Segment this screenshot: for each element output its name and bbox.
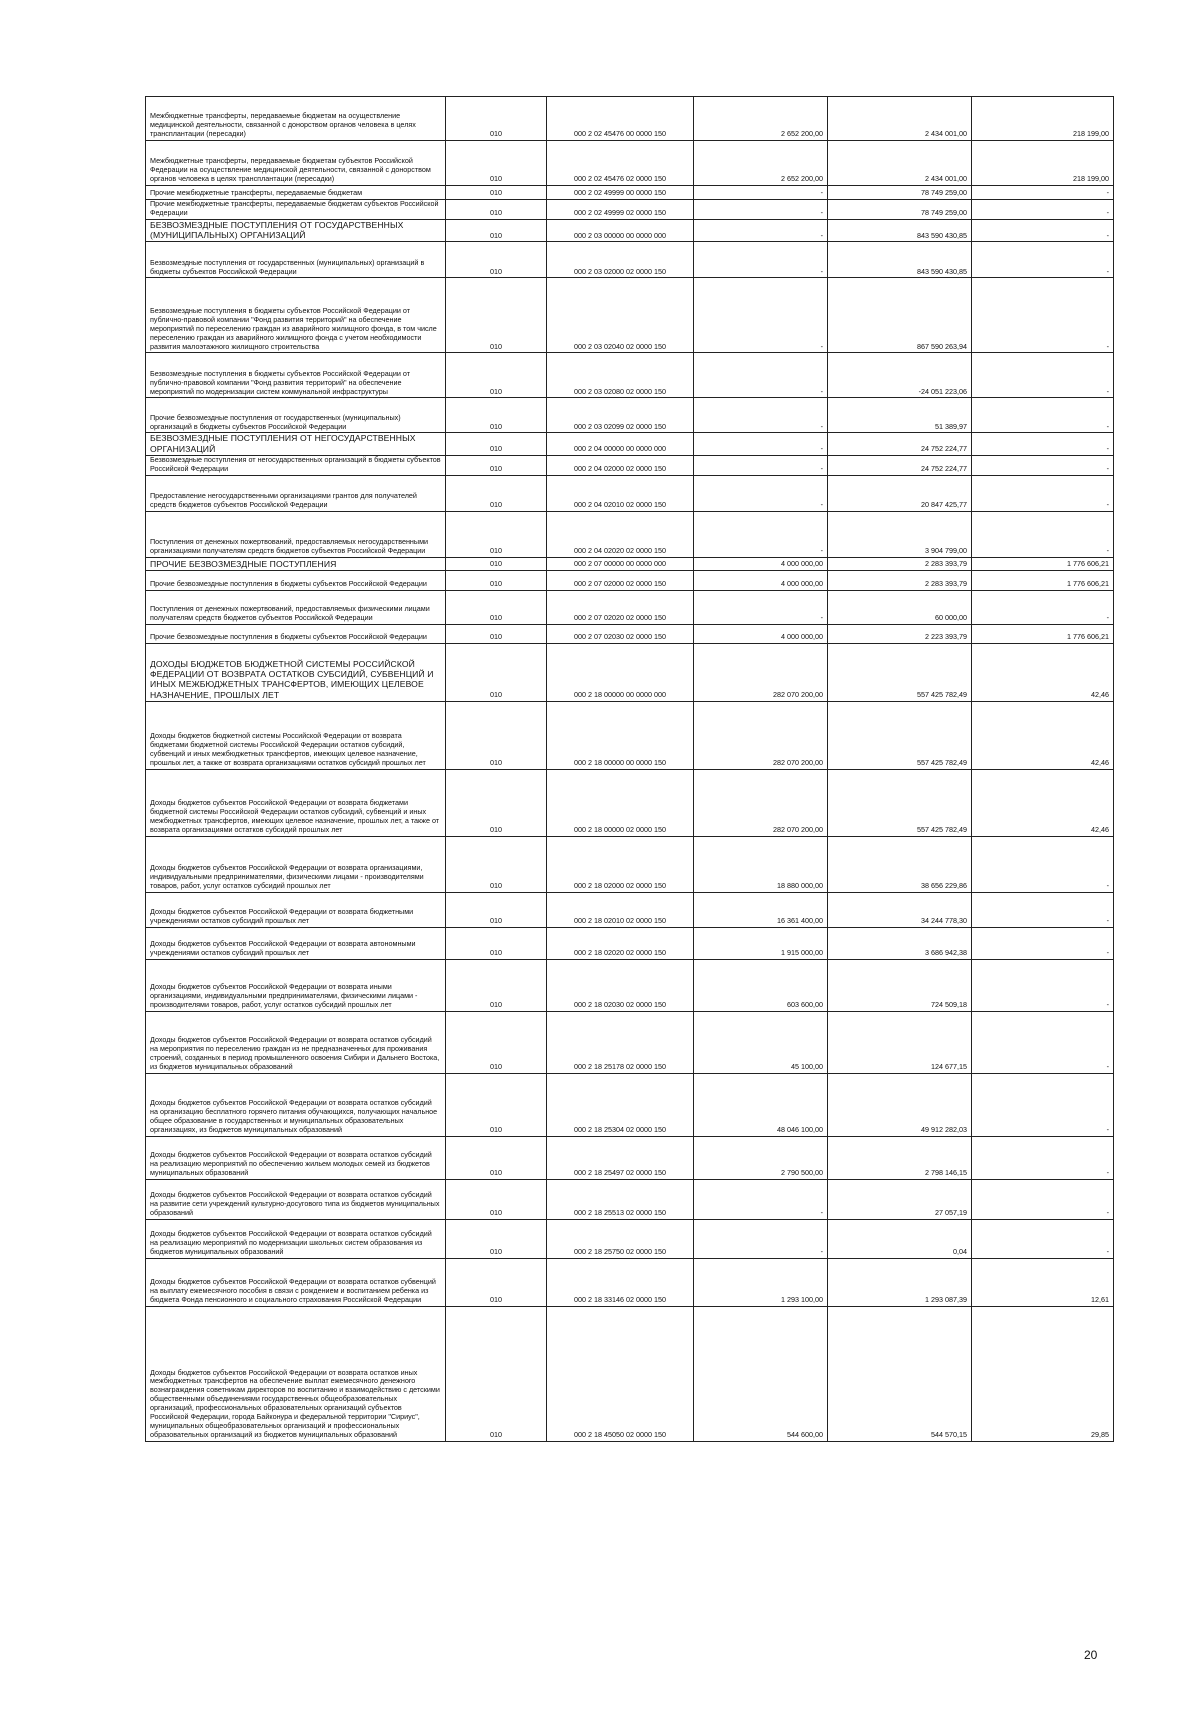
table-row (146, 398, 1114, 433)
budget-classification-code-cell: 000 2 18 02010 02 0000 150 (547, 892, 694, 927)
executed-amount-cell: 60 000,00 (828, 590, 972, 624)
executed-amount-cell: 2 434 001,00 (828, 141, 972, 186)
line-code-cell: 010 (446, 701, 547, 769)
unexecuted-amount-cell: - (972, 1179, 1114, 1219)
table-row (146, 242, 1114, 278)
table-row (146, 557, 1114, 570)
budget-classification-code-cell: 000 2 18 45050 02 0000 150 (547, 1306, 694, 1441)
line-code-cell: 010 (446, 278, 547, 353)
approved-amount-cell: 2 652 200,00 (694, 141, 828, 186)
indicator-name-cell: Прочие безвозмездные поступления в бюджеты субъектов Российской Федерации (146, 570, 446, 590)
table-row (146, 1073, 1114, 1136)
budget-classification-code-cell: 000 2 18 33146 02 0000 150 (547, 1258, 694, 1306)
budget-classification-code-cell: 000 2 18 25750 02 0000 150 (547, 1219, 694, 1258)
table-row (146, 475, 1114, 511)
indicator-name-cell: Доходы бюджетов субъектов Российской Федерации от возврата остатков субсидий на реализацию мероприятий по модернизации школьных систем образования из бюджетов муниципальных образований (146, 1219, 446, 1258)
unexecuted-amount-cell: - (972, 1011, 1114, 1073)
executed-amount-cell: 2 223 393,79 (828, 624, 972, 643)
table-row (146, 959, 1114, 1011)
executed-amount-cell: 78 749 259,00 (828, 186, 972, 200)
indicator-name-cell: Прочие безвозмездные поступления в бюджеты субъектов Российской Федерации (146, 624, 446, 643)
executed-amount-cell: 38 656 229,86 (828, 836, 972, 892)
approved-amount-cell: 4 000 000,00 (694, 570, 828, 590)
line-code-cell: 010 (446, 624, 547, 643)
table-body (146, 97, 1114, 1442)
executed-amount-cell: 1 293 087,39 (828, 1258, 972, 1306)
budget-classification-code-cell: 000 2 18 02000 02 0000 150 (547, 836, 694, 892)
executed-amount-cell: 2 434 001,00 (828, 97, 972, 141)
line-code-cell: 010 (446, 353, 547, 398)
budget-classification-code-cell: 000 2 02 45476 02 0000 150 (547, 141, 694, 186)
approved-amount-cell: - (694, 475, 828, 511)
unexecuted-amount-cell: 29,85 (972, 1306, 1114, 1441)
approved-amount-cell: 4 000 000,00 (694, 557, 828, 570)
indicator-name-cell: Прочие межбюджетные трансферты, передаваемые бюджетам (146, 186, 446, 200)
budget-classification-code-cell: 000 2 18 25513 02 0000 150 (547, 1179, 694, 1219)
unexecuted-amount-cell: - (972, 927, 1114, 959)
unexecuted-amount-cell: - (972, 1136, 1114, 1179)
unexecuted-amount-cell: - (972, 219, 1114, 242)
table-row (146, 927, 1114, 959)
executed-amount-cell: 124 677,15 (828, 1011, 972, 1073)
budget-classification-code-cell: 000 2 18 25178 02 0000 150 (547, 1011, 694, 1073)
indicator-name-cell: БЕЗВОЗМЕЗДНЫЕ ПОСТУПЛЕНИЯ ОТ НЕГОСУДАРСТВЕННЫХ ОРГАНИЗАЦИЙ (146, 433, 446, 456)
indicator-name-cell: Доходы бюджетов субъектов Российской Федерации от возврата автономными учреждениями остатков субсидий прошлых лет (146, 927, 446, 959)
budget-classification-code-cell: 000 2 02 49999 00 0000 150 (547, 186, 694, 200)
table-row (146, 701, 1114, 769)
budget-classification-code-cell: 000 2 03 02099 02 0000 150 (547, 398, 694, 433)
approved-amount-cell: - (694, 186, 828, 200)
unexecuted-amount-cell: - (972, 511, 1114, 557)
indicator-name-cell: Безвозмездные поступления в бюджеты субъектов Российской Федерации от публично-правовой компании "Фонд развития территорий" на обеспечение мероприятий по модернизации систем коммунальной инфраструктуры (146, 353, 446, 398)
indicator-name-cell: Доходы бюджетов субъектов Российской Федерации от возврата остатков иных межбюджетных трансфертов на обеспечение выплат ежемесячного денежного вознаграждения советникам директоров по воспитанию и взаимодействию с детскими общественными объединениями государственных общеобразовательных организаций, профессиональных образовательных организаций субъектов Российской Федерации, города Байконура и федеральной территории "Сириус", муниципальных общеобразовательных организаций и профессиональных образовательных организаций из бюджетов муниципальных образований (146, 1306, 446, 1441)
approved-amount-cell: - (694, 278, 828, 353)
approved-amount-cell: 282 070 200,00 (694, 643, 828, 701)
executed-amount-cell: 724 509,18 (828, 959, 972, 1011)
approved-amount-cell: 2 790 500,00 (694, 1136, 828, 1179)
approved-amount-cell: - (694, 456, 828, 476)
indicator-name-cell: Доходы бюджетов субъектов Российской Федерации от возврата остатков субвенций на выплату ежемесячного пособия в связи с рождением и воспитанием ребенка из бюджета Фонда пенсионного и социального страхования Российской Федерации (146, 1258, 446, 1306)
indicator-name-cell: Доходы бюджетов субъектов Российской Федерации от возврата бюджетными учреждениями остатков субсидий прошлых лет (146, 892, 446, 927)
executed-amount-cell: -24 051 223,06 (828, 353, 972, 398)
unexecuted-amount-cell: - (972, 590, 1114, 624)
line-code-cell: 010 (446, 242, 547, 278)
indicator-name-cell: Доходы бюджетов субъектов Российской Федерации от возврата остатков субсидий на реализацию мероприятий по обеспечению жильем молодых семей из бюджетов муниципальных образований (146, 1136, 446, 1179)
unexecuted-amount-cell: - (972, 398, 1114, 433)
unexecuted-amount-cell: 1 776 606,21 (972, 557, 1114, 570)
unexecuted-amount-cell: - (972, 1073, 1114, 1136)
approved-amount-cell: 18 880 000,00 (694, 836, 828, 892)
table-row (146, 97, 1114, 141)
executed-amount-cell: 51 389,97 (828, 398, 972, 433)
executed-amount-cell: 2 798 146,15 (828, 1136, 972, 1179)
unexecuted-amount-cell: - (972, 353, 1114, 398)
approved-amount-cell: - (694, 353, 828, 398)
table-row (146, 769, 1114, 836)
indicator-name-cell: Прочие межбюджетные трансферты, передаваемые бюджетам субъектов Российской Федерации (146, 200, 446, 220)
approved-amount-cell: - (694, 1219, 828, 1258)
executed-amount-cell: 24 752 224,77 (828, 456, 972, 476)
unexecuted-amount-cell: - (972, 186, 1114, 200)
line-code-cell: 010 (446, 1179, 547, 1219)
line-code-cell: 010 (446, 219, 547, 242)
executed-amount-cell: 20 847 425,77 (828, 475, 972, 511)
line-code-cell: 010 (446, 97, 547, 141)
executed-amount-cell: 34 244 778,30 (828, 892, 972, 927)
table-row (146, 1258, 1114, 1306)
unexecuted-amount-cell: - (972, 475, 1114, 511)
approved-amount-cell: 4 000 000,00 (694, 624, 828, 643)
budget-classification-code-cell: 000 2 04 00000 00 0000 000 (547, 433, 694, 456)
line-code-cell: 010 (446, 433, 547, 456)
approved-amount-cell: 16 361 400,00 (694, 892, 828, 927)
page-number: 20 (1084, 1648, 1098, 1662)
line-code-cell: 010 (446, 836, 547, 892)
line-code-cell: 010 (446, 959, 547, 1011)
executed-amount-cell: 3 904 799,00 (828, 511, 972, 557)
budget-classification-code-cell: 000 2 07 02030 02 0000 150 (547, 624, 694, 643)
budget-classification-code-cell: 000 2 07 00000 00 0000 000 (547, 557, 694, 570)
table-row (146, 511, 1114, 557)
budget-classification-code-cell: 000 2 02 45476 00 0000 150 (547, 97, 694, 141)
indicator-name-cell: Предоставление негосударственными организациями грантов для получателей средств бюджетов субъектов Российской Федерации (146, 475, 446, 511)
line-code-cell: 010 (446, 769, 547, 836)
table-row (146, 1136, 1114, 1179)
indicator-name-cell: Безвозмездные поступления в бюджеты субъектов Российской Федерации от публично-правовой компании "Фонд развития территорий" на обеспечение мероприятий по переселению граждан из аварийного жилищного фонда, в том числе переселению граждан из аварийного жилищного фонда с учетом необходимости развития малоэтажного жилищного строительства (146, 278, 446, 353)
executed-amount-cell: 544 570,15 (828, 1306, 972, 1441)
executed-amount-cell: 3 686 942,38 (828, 927, 972, 959)
unexecuted-amount-cell: 42,46 (972, 643, 1114, 701)
unexecuted-amount-cell: - (972, 456, 1114, 476)
budget-classification-code-cell: 000 2 03 02080 02 0000 150 (547, 353, 694, 398)
indicator-name-cell: Прочие безвозмездные поступления от государственных (муниципальных) организаций в бюджеты субъектов Российской Федерации (146, 398, 446, 433)
line-code-cell: 010 (446, 186, 547, 200)
line-code-cell: 010 (446, 456, 547, 476)
line-code-cell: 010 (446, 590, 547, 624)
executed-amount-cell: 2 283 393,79 (828, 570, 972, 590)
indicator-name-cell: Доходы бюджетов субъектов Российской Федерации от возврата организациями, индивидуальными предпринимателями, физическими лицами - производителями товаров, работ, услуг остатков субсидий прошлых лет (146, 836, 446, 892)
approved-amount-cell: - (694, 1179, 828, 1219)
unexecuted-amount-cell: 1 776 606,21 (972, 570, 1114, 590)
table-row (146, 590, 1114, 624)
executed-amount-cell: 27 057,19 (828, 1179, 972, 1219)
line-code-cell: 010 (446, 927, 547, 959)
table-row (146, 186, 1114, 200)
indicator-name-cell: Межбюджетные трансферты, передаваемые бюджетам субъектов Российской Федерации на осуществление медицинской деятельности, связанной с донорством органов человека в целях трансплантации (пересадки) (146, 141, 446, 186)
executed-amount-cell: 24 752 224,77 (828, 433, 972, 456)
line-code-cell: 010 (446, 141, 547, 186)
table-row (146, 353, 1114, 398)
line-code-cell: 010 (446, 200, 547, 220)
table-row (146, 643, 1114, 701)
executed-amount-cell: 557 425 782,49 (828, 701, 972, 769)
indicator-name-cell: Поступления от денежных пожертвований, предоставляемых негосударственными организациями получателям средств бюджетов субъектов Российской Федерации (146, 511, 446, 557)
indicator-name-cell: ПРОЧИЕ БЕЗВОЗМЕЗДНЫЕ ПОСТУПЛЕНИЯ (146, 557, 446, 570)
line-code-cell: 010 (446, 398, 547, 433)
budget-classification-code-cell: 000 2 18 00000 00 0000 000 (547, 643, 694, 701)
executed-amount-cell: 49 912 282,03 (828, 1073, 972, 1136)
line-code-cell: 010 (446, 1073, 547, 1136)
budget-classification-code-cell: 000 2 04 02010 02 0000 150 (547, 475, 694, 511)
unexecuted-amount-cell: 218 199,00 (972, 141, 1114, 186)
executed-amount-cell: 2 283 393,79 (828, 557, 972, 570)
line-code-cell: 010 (446, 1011, 547, 1073)
revenue-execution-table (145, 96, 1114, 1442)
budget-classification-code-cell: 000 2 02 49999 02 0000 150 (547, 200, 694, 220)
budget-classification-code-cell: 000 2 03 02000 02 0000 150 (547, 242, 694, 278)
indicator-name-cell: Доходы бюджетов субъектов Российской Федерации от возврата иными организациями, индивидуальными предпринимателями, физическими лицами - производителями товаров, работ, услуг остатков субсидий прошлых лет (146, 959, 446, 1011)
table-row (146, 624, 1114, 643)
indicator-name-cell: Доходы бюджетов бюджетной системы Российской Федерации от возврата бюджетами бюджетной системы Российской Федерации остатков субсидий, субвенций и иных межбюджетных трансфертов, имеющих целевое назначение, прошлых лет, а также от возврата организациями остатков субсидий прошлых лет (146, 701, 446, 769)
table-row (146, 1011, 1114, 1073)
unexecuted-amount-cell: - (972, 242, 1114, 278)
table-row (146, 1179, 1114, 1219)
approved-amount-cell: - (694, 242, 828, 278)
approved-amount-cell: 1 293 100,00 (694, 1258, 828, 1306)
table-row (146, 141, 1114, 186)
executed-amount-cell: 78 749 259,00 (828, 200, 972, 220)
indicator-name-cell: Доходы бюджетов субъектов Российской Федерации от возврата остатков субсидий на развитие сети учреждений культурно-досугового типа из бюджетов муниципальных образований (146, 1179, 446, 1219)
unexecuted-amount-cell: - (972, 433, 1114, 456)
unexecuted-amount-cell: 42,46 (972, 769, 1114, 836)
approved-amount-cell: 603 600,00 (694, 959, 828, 1011)
approved-amount-cell: - (694, 200, 828, 220)
line-code-cell: 010 (446, 511, 547, 557)
unexecuted-amount-cell: 42,46 (972, 701, 1114, 769)
table-row (146, 219, 1114, 242)
indicator-name-cell: Доходы бюджетов субъектов Российской Федерации от возврата остатков субсидий на организацию бесплатного горячего питания обучающихся, получающих начальное общее образование в государственных и муниципальных образовательных организациях, из бюджетов муниципальных образований (146, 1073, 446, 1136)
indicator-name-cell: Межбюджетные трансферты, передаваемые бюджетам на осуществление медицинской деятельности, связанной с донорством органов человека в целях трансплантации (пересадки) (146, 97, 446, 141)
approved-amount-cell: 45 100,00 (694, 1011, 828, 1073)
table-row (146, 433, 1114, 456)
line-code-cell: 010 (446, 570, 547, 590)
table-row (146, 570, 1114, 590)
table-row (146, 200, 1114, 220)
table-row (146, 456, 1114, 476)
indicator-name-cell: БЕЗВОЗМЕЗДНЫЕ ПОСТУПЛЕНИЯ ОТ ГОСУДАРСТВЕННЫХ (МУНИЦИПАЛЬНЫХ) ОРГАНИЗАЦИЙ (146, 219, 446, 242)
budget-classification-code-cell: 000 2 18 00000 02 0000 150 (547, 769, 694, 836)
table-row (146, 1306, 1114, 1441)
table-row (146, 278, 1114, 353)
unexecuted-amount-cell: 1 776 606,21 (972, 624, 1114, 643)
unexecuted-amount-cell: - (972, 278, 1114, 353)
executed-amount-cell: 843 590 430,85 (828, 219, 972, 242)
executed-amount-cell: 557 425 782,49 (828, 643, 972, 701)
line-code-cell: 010 (446, 892, 547, 927)
budget-classification-code-cell: 000 2 04 02020 02 0000 150 (547, 511, 694, 557)
indicator-name-cell: Поступления от денежных пожертвований, предоставляемых физическими лицами получателям средств бюджетов субъектов Российской Федерации (146, 590, 446, 624)
indicator-name-cell: Безвозмездные поступления от негосударственных организаций в бюджеты субъектов Российской Федерации (146, 456, 446, 476)
table-row (146, 836, 1114, 892)
line-code-cell: 010 (446, 1258, 547, 1306)
line-code-cell: 010 (446, 643, 547, 701)
approved-amount-cell: 282 070 200,00 (694, 769, 828, 836)
approved-amount-cell: - (694, 219, 828, 242)
executed-amount-cell: 0,04 (828, 1219, 972, 1258)
unexecuted-amount-cell: - (972, 1219, 1114, 1258)
budget-classification-code-cell: 000 2 04 02000 02 0000 150 (547, 456, 694, 476)
budget-classification-code-cell: 000 2 03 02040 02 0000 150 (547, 278, 694, 353)
table-row (146, 1219, 1114, 1258)
line-code-cell: 010 (446, 475, 547, 511)
approved-amount-cell: - (694, 511, 828, 557)
budget-classification-code-cell: 000 2 07 02020 02 0000 150 (547, 590, 694, 624)
indicator-name-cell: Доходы бюджетов субъектов Российской Федерации от возврата бюджетами бюджетной системы Российской Федерации остатков субсидий, субвенций и иных межбюджетных трансфертов, имеющих целевое назначение, прошлых лет, а также от возврата организациями остатков субсидий прошлых лет (146, 769, 446, 836)
executed-amount-cell: 867 590 263,94 (828, 278, 972, 353)
indicator-name-cell: ДОХОДЫ БЮДЖЕТОВ БЮДЖЕТНОЙ СИСТЕМЫ РОССИЙСКОЙ ФЕДЕРАЦИИ ОТ ВОЗВРАТА ОСТАТКОВ СУБСИДИЙ, СУБВЕНЦИЙ И ИНЫХ МЕЖБЮДЖЕТНЫХ ТРАНСФЕРТОВ, ИМЕЮЩИХ ЦЕЛЕВОЕ НАЗНАЧЕНИЕ, ПРОШЛЫХ ЛЕТ (146, 643, 446, 701)
unexecuted-amount-cell: 12,61 (972, 1258, 1114, 1306)
approved-amount-cell: 1 915 000,00 (694, 927, 828, 959)
line-code-cell: 010 (446, 1136, 547, 1179)
indicator-name-cell: Безвозмездные поступления от государственных (муниципальных) организаций в бюджеты субъектов Российской Федерации (146, 242, 446, 278)
approved-amount-cell: 282 070 200,00 (694, 701, 828, 769)
approved-amount-cell: - (694, 433, 828, 456)
unexecuted-amount-cell: - (972, 892, 1114, 927)
executed-amount-cell: 557 425 782,49 (828, 769, 972, 836)
budget-classification-code-cell: 000 2 18 25304 02 0000 150 (547, 1073, 694, 1136)
indicator-name-cell: Доходы бюджетов субъектов Российской Федерации от возврата остатков субсидий на мероприятия по переселению граждан из не предназначенных для проживания строений, созданных в период промышленного освоения Сибири и Дальнего Востока, из бюджетов муниципальных образований (146, 1011, 446, 1073)
budget-classification-code-cell: 000 2 07 02000 02 0000 150 (547, 570, 694, 590)
budget-classification-code-cell: 000 2 18 02020 02 0000 150 (547, 927, 694, 959)
unexecuted-amount-cell: - (972, 200, 1114, 220)
line-code-cell: 010 (446, 1306, 547, 1441)
unexecuted-amount-cell: - (972, 959, 1114, 1011)
approved-amount-cell: 2 652 200,00 (694, 97, 828, 141)
budget-classification-code-cell: 000 2 18 00000 00 0000 150 (547, 701, 694, 769)
unexecuted-amount-cell: 218 199,00 (972, 97, 1114, 141)
line-code-cell: 010 (446, 557, 547, 570)
approved-amount-cell: - (694, 590, 828, 624)
approved-amount-cell: 48 046 100,00 (694, 1073, 828, 1136)
line-code-cell: 010 (446, 1219, 547, 1258)
unexecuted-amount-cell: - (972, 836, 1114, 892)
table-row (146, 892, 1114, 927)
budget-classification-code-cell: 000 2 18 02030 02 0000 150 (547, 959, 694, 1011)
executed-amount-cell: 843 590 430,85 (828, 242, 972, 278)
budget-classification-code-cell: 000 2 18 25497 02 0000 150 (547, 1136, 694, 1179)
approved-amount-cell: - (694, 398, 828, 433)
approved-amount-cell: 544 600,00 (694, 1306, 828, 1441)
budget-classification-code-cell: 000 2 03 00000 00 0000 000 (547, 219, 694, 242)
